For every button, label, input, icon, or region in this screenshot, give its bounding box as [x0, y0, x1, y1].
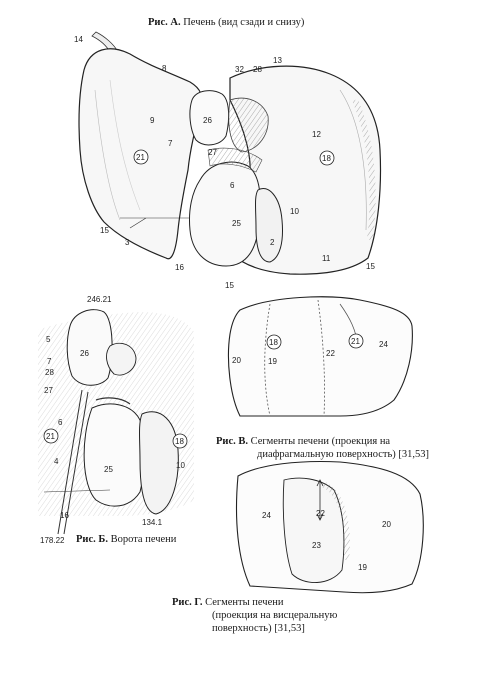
fig-a-label-25: 25 — [232, 219, 241, 228]
caption-fig-g-line2: (проекция на висцеральную — [212, 610, 338, 621]
fig-g-label-20: 20 — [382, 520, 391, 529]
fig-b-label-28: 28 — [45, 368, 54, 377]
caption-fig-v-line2: диафрагмальную поверхность) [31,53] — [257, 449, 430, 460]
fig-v-label-20: 20 — [232, 356, 241, 365]
fig-a-label-15-right: 15 — [366, 262, 375, 271]
caption-fig-g — [172, 596, 392, 635]
fig-v-label-19: 19 — [268, 357, 277, 366]
fig-v-label-24: 24 — [379, 340, 388, 349]
fig-a-label-7: 7 — [168, 139, 173, 148]
fig-a-label-12: 12 — [312, 130, 321, 139]
caption-fig-g-prefix: Рис. Г. — [172, 597, 203, 608]
fig-a-label-21: 21 — [136, 153, 145, 162]
fig-a-label-18: 18 — [322, 154, 331, 163]
fig-a-label-16: 16 — [175, 263, 184, 272]
fig-a-label-8: 8 — [162, 64, 167, 73]
fig-a-label-9: 9 — [150, 116, 155, 125]
fig-a-label-10: 10 — [290, 207, 299, 216]
caption-fig-v — [216, 435, 466, 461]
fig-v-label-22: 22 — [326, 349, 335, 358]
fig-a-label-28: 28 — [253, 65, 262, 74]
fig-a-label-14: 14 — [74, 35, 83, 44]
fig-v-label-18: 18 — [269, 338, 278, 347]
caption-fig-v-prefix: Рис. В. — [216, 436, 249, 447]
fig-b-label-16: 16 — [60, 511, 69, 520]
caption-fig-v-line1: Сегменты печени (проекция на — [250, 436, 391, 447]
fig-b-label-10: 10 — [176, 461, 185, 470]
fig-b-label-134-1: 134.1 — [142, 518, 163, 527]
caption-fig-a-text: Печень (вид сзади и снизу) — [183, 17, 305, 28]
fig-b-label-7: 7 — [47, 357, 52, 366]
fig-a-label-2: 2 — [270, 238, 275, 247]
figure-g-visceral-segments — [237, 462, 424, 593]
figure-v-diaphragmatic-segments — [228, 297, 412, 416]
fig-a-label-6: 6 — [230, 181, 235, 190]
fig-b-label-18: 18 — [175, 437, 184, 446]
fig-b-label-6: 6 — [58, 418, 63, 427]
caption-fig-a-prefix: Рис. А. — [148, 17, 181, 28]
fig-g-label-22: 22 — [316, 509, 325, 518]
fig-a-label-27: 27 — [208, 148, 217, 157]
fig-b-label-25: 25 — [104, 465, 113, 474]
fig-a-label-15-left: 15 — [100, 226, 109, 235]
caption-fig-b-text: Ворота печени — [110, 534, 177, 545]
fig-b-label-4: 4 — [54, 457, 59, 466]
fig-g-label-19: 19 — [358, 563, 367, 572]
fig-g-label-23: 23 — [312, 541, 321, 550]
fig-b-label-26: 26 — [80, 349, 89, 358]
figure-b-porta-hepatis — [38, 295, 194, 545]
figure-a-liver-posterior-inferior — [74, 32, 381, 290]
fig-b-label-178-22: 178.22 — [40, 536, 65, 545]
fig-b-label-21: 21 — [46, 432, 55, 441]
fig-a-label-15-bottom: 15 — [225, 281, 234, 290]
fig-b-label-27: 27 — [44, 386, 53, 395]
fig-g-label-24: 24 — [262, 511, 271, 520]
fig-b-label-246-21: 246.21 — [87, 295, 112, 304]
caption-fig-b-prefix: Рис. Б. — [76, 534, 108, 545]
caption-fig-b — [76, 533, 176, 546]
fig-a-label-32: 32 — [235, 65, 244, 74]
caption-fig-g-line1: Сегменты печени — [205, 597, 284, 608]
fig-v-label-21: 21 — [351, 337, 360, 346]
fig-b-label-5: 5 — [46, 335, 51, 344]
fig-a-label-3: 3 — [125, 238, 130, 247]
fig-a-label-13: 13 — [273, 56, 282, 65]
fig-a-label-26: 26 — [203, 116, 212, 125]
caption-fig-g-line3: поверхность) [31,53] — [212, 623, 305, 634]
fig-a-label-11: 11 — [322, 254, 331, 263]
